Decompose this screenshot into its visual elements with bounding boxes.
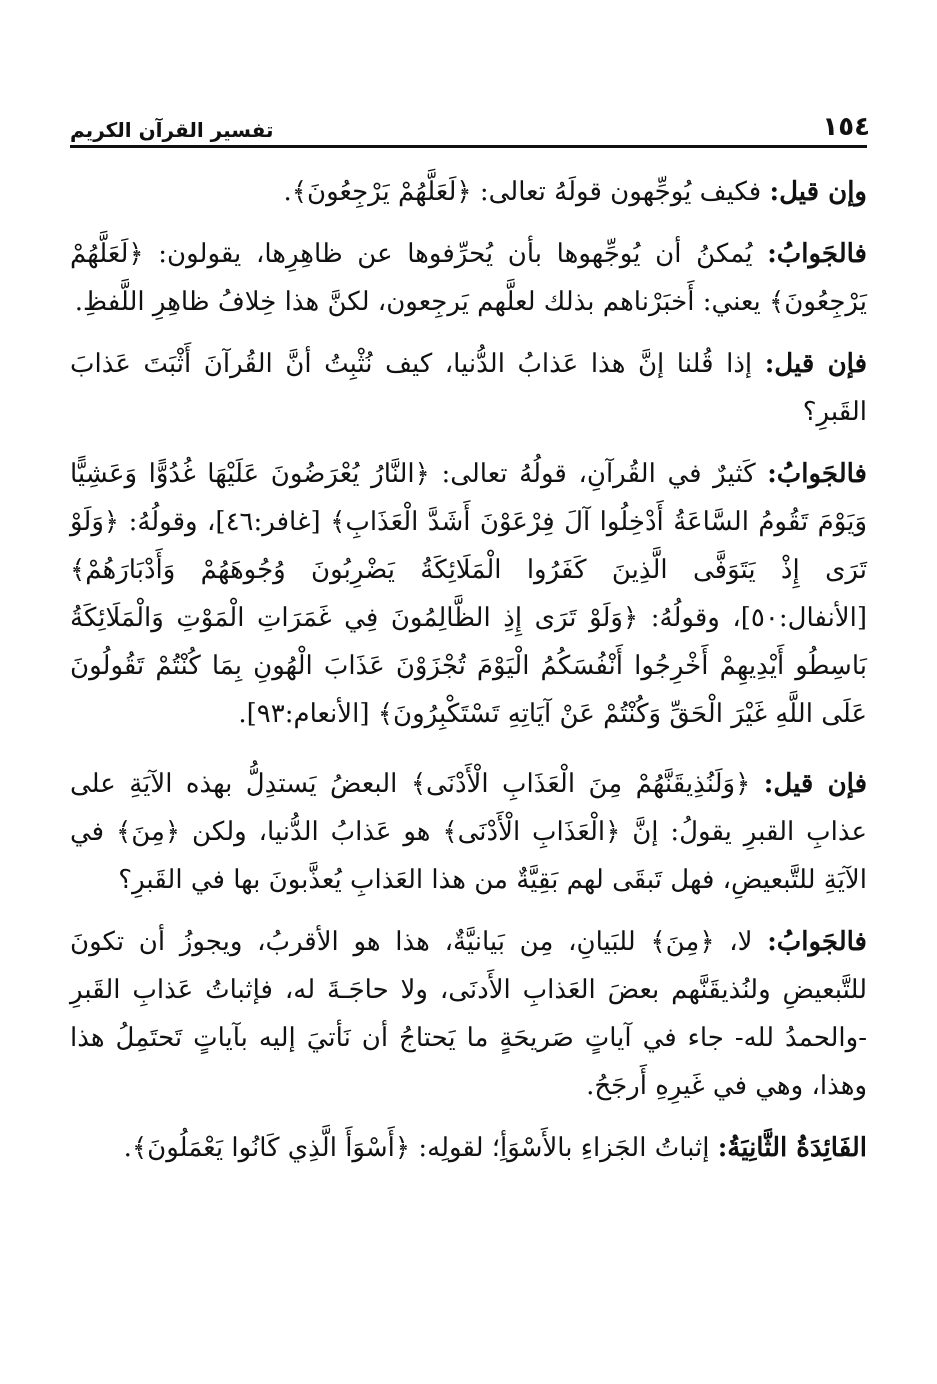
paragraph-label: فالجَوابُ:: [767, 927, 867, 957]
paragraph-label: فإن قيل:: [763, 769, 868, 799]
page-body: [70, 168, 867, 1186]
paragraph-text: لا، ﴿مِنَ﴾ للبَيانِ، مِن بَيانيَّةٌ، هذا هو الأقربُ، ويجوزُ أن تكونَ للتَّبعيضِ ولنُذيقَنَّهم بعضَ العَذابِ الأَدنَى، ولا حاجَـةَ له، فإثباتُ عَذابِ القَبرِ -والحمدُ لله- جاء في آياتٍ صَريحَةٍ ما يَحتاجُ أن نَأتيَ إليه بآياتٍ تَحتَمِلُ هذا وهذا، وهي في غَيرِهِ أَرجَحُ.: [70, 927, 867, 1101]
paragraph-answer-2: [70, 450, 867, 738]
paragraph-question-1: [70, 168, 867, 216]
paragraph-answer-1: [70, 230, 867, 326]
paragraph-question-2: [70, 340, 867, 436]
paragraph-text: إذا قُلنا إنَّ هذا عَذابُ الدُّنيا، كيف نُثْبِتُ أنَّ القُرآنَ أَثْبَتَ عَذابَ القَبرِ؟: [70, 349, 867, 427]
running-title: تفسير القرآن الكريم: [70, 118, 274, 142]
paragraph-text: يُمكنُ أن يُوجِّهوها بأن يُحرِّفوها عن ظاهِرِها، يقولون: ﴿لَعَلَّهُمْ يَرْجِعُونَ﴾ يعني: أَخبَرْناهم بذلك لعلَّهم يَرجِعون، لكنَّ هذا خِلافُ ظاهِرِ اللَّفظِ.: [70, 239, 867, 317]
header-rule: [70, 145, 867, 148]
paragraph-question-3: [70, 760, 867, 904]
paragraph-text: إثباتُ الجَزاءِ بالأَسْوَأِ؛ لقولِه: ﴿أَسْوَأَ الَّذِي كَانُوا يَعْمَلُونَ﴾.: [123, 1133, 710, 1163]
paragraph-text: كَثيرٌ في القُرآنِ، قولُهُ تعالى: ﴿النَّارُ يُعْرَضُونَ عَلَيْهَا غُدُوًّا وَعَشِيًّا وَيَوْمَ تَقُومُ السَّاعَةُ أَدْخِلُوا آلَ فِرْعَوْنَ أَشَدَّ الْعَذَابِ﴾ [غافر:٤٦]، وقولُهُ: ﴿وَلَوْ تَرَى إِذْ يَتَوَفَّى الَّذِينَ كَفَرُوا الْمَلَائِكَةُ يَضْرِبُونَ وُجُوهَهُمْ وَأَدْبَارَهُمْ﴾ [الأنفال:٥٠]، وقولُهُ: ﴿وَلَوْ تَرَى إِذِ الظَّالِمُونَ فِي غَمَرَاتِ الْمَوْتِ وَالْمَلَائِكَةُ بَاسِطُو أَيْدِيهِمْ أَخْرِجُوا أَنْفُسَكُمُ الْيَوْمَ تُجْزَوْنَ عَذَابَ الْهُونِ بِمَا كُنْتُمْ تَقُولُونَ عَلَى اللَّهِ غَيْرَ الْحَقِّ وَكُنْتُمْ عَنْ آيَاتِهِ تَسْتَكْبِرُونَ﴾ [الأنعام:٩٣].: [70, 459, 867, 729]
paragraph-answer-3: [70, 918, 867, 1110]
paragraph-label: فالجَوابُ:: [767, 239, 867, 269]
paragraph-text: فكيف يُوجِّهون قولَهُ تعالى: ﴿لَعَلَّهُمْ يَرْجِعُونَ﴾.: [283, 177, 762, 207]
page-header: [70, 96, 870, 142]
page-number: ١٥٤: [822, 112, 870, 142]
paragraph-label: وإن قيل:: [769, 177, 867, 207]
paragraph-benefit-2: [70, 1124, 867, 1172]
paragraph-text: ﴿وَلَنُذِيقَنَّهُمْ مِنَ الْعَذَابِ الْأَدْنَى﴾ البعضُ يَستدِلُّ بهذه الآيَةِ على عذابِ القبرِ يقولُ: إنَّ ﴿الْعَذَابِ الْأَدْنَى﴾ هو عَذابُ الدُّنيا، ولكن ﴿مِنَ﴾ في الآيَةِ للتَّبعيضِ، فهل تَبقَى لهم بَقِيَّةٌ من هذا العَذابِ يُعذَّبونَ بها في القَبرِ؟: [70, 769, 867, 895]
paragraph-label: الفَائِدَةُ الثَّانِيَةُ:: [717, 1133, 867, 1163]
paragraph-label: فالجَوابُ:: [767, 459, 867, 489]
paragraph-label: فإن قيل:: [764, 349, 868, 379]
